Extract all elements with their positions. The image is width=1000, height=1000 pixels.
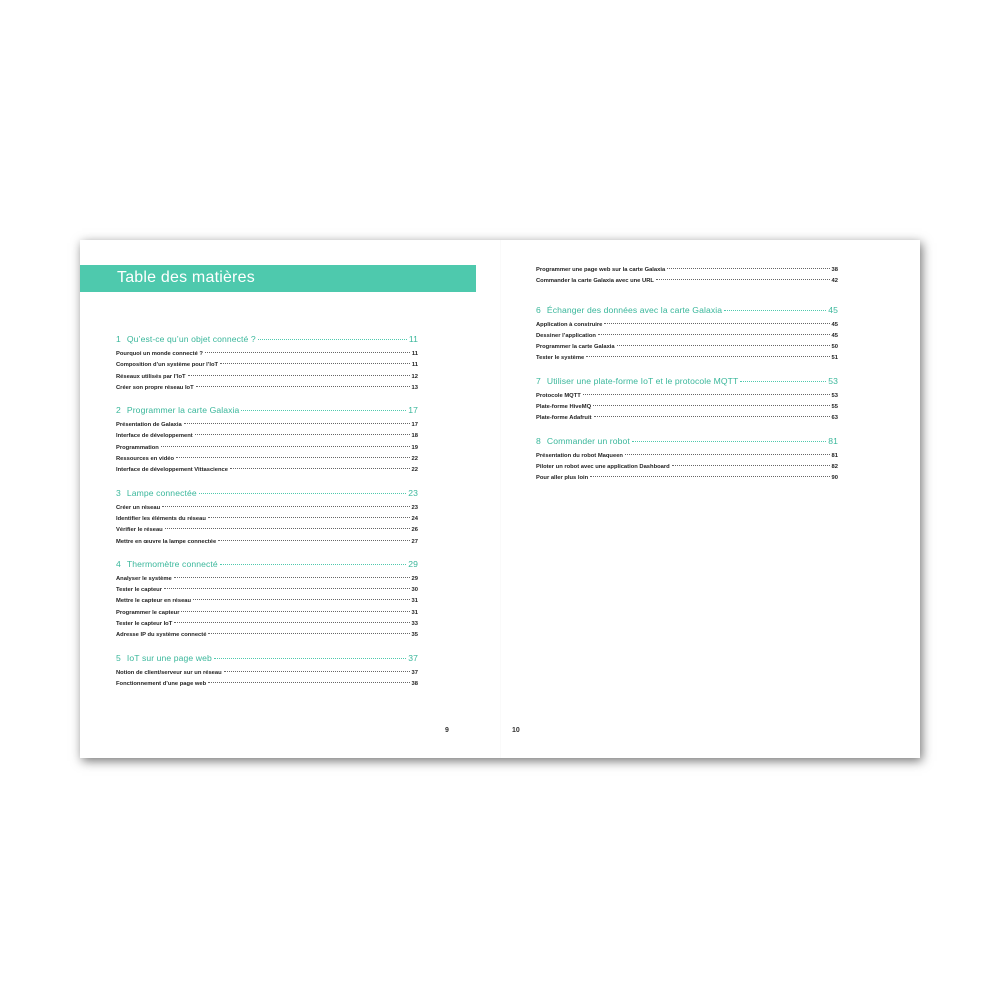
page-ref: 29 [411, 575, 418, 582]
toc-section-entry [536, 322, 838, 333]
toc-chapter-block [116, 653, 418, 693]
page-ref: 27 [411, 538, 418, 545]
page-ref: 53 [831, 392, 838, 399]
toc-section-entry [536, 393, 838, 404]
dot-leader [672, 465, 830, 466]
toc-chapter-entry [116, 559, 418, 573]
dot-leader [164, 588, 410, 589]
dot-leader [656, 279, 830, 280]
page-ref: 37 [408, 652, 418, 663]
section-title: Interface de développement [116, 433, 193, 440]
toc-chapter-entry [536, 376, 838, 390]
chapter-number: 3 [116, 487, 121, 498]
dot-leader [583, 394, 830, 395]
section-title: Programmer une page web sur la carte Galaxia [536, 267, 666, 273]
dot-leader [205, 352, 410, 353]
dot-leader [220, 564, 407, 565]
toc-section-entry [116, 374, 418, 385]
chapter-number: 7 [536, 375, 541, 386]
page-ref: 81 [828, 435, 838, 446]
dot-leader [617, 345, 830, 346]
toc-section-entry [116, 433, 418, 444]
page-ref: 31 [411, 598, 418, 605]
toc-chapter-block [536, 376, 838, 427]
toc-section-entry [116, 527, 418, 538]
toc-section-entry [116, 362, 418, 373]
toc-section-entry [116, 422, 418, 433]
page-title: Table des matières [117, 269, 255, 286]
page-ref: 38 [411, 680, 418, 687]
page-ref: 17 [411, 422, 418, 429]
section-title: Plate-forme HiveMQ [536, 404, 592, 411]
toc-section-entry [116, 621, 418, 632]
section-title: Interface de développement Vittascience [116, 467, 229, 474]
toc-section-entry [116, 385, 418, 396]
section-title: Composition d’un système pour l’IoT [116, 362, 219, 369]
section-title: Piloter un robot avec une application Dashboard [536, 463, 670, 470]
page-ref: 90 [831, 475, 838, 482]
section-title: Présentation du robot Maqueen [536, 452, 623, 459]
section-title: Analyser le système [116, 575, 172, 582]
toc-chapter-entry [536, 436, 838, 450]
book-gutter [500, 240, 501, 758]
section-title: Tester le capteur IoT [116, 621, 173, 628]
page-ref: 29 [408, 558, 418, 569]
page-number-left: 9 [445, 727, 449, 734]
toc-chapter-block [116, 405, 418, 478]
page-ref: 31 [411, 609, 418, 616]
page-ref: 82 [831, 463, 838, 470]
chapter-title: Thermomètre connecté [126, 558, 218, 569]
toc-section-entry [116, 456, 418, 467]
dot-leader [214, 658, 406, 659]
page-ref: 18 [411, 433, 418, 440]
toc-section-entry [116, 610, 418, 621]
toc-chapter-entry [536, 305, 838, 319]
toc-section-entry [116, 587, 418, 598]
chapter-number: 8 [536, 435, 541, 446]
dot-leader [165, 528, 410, 529]
chapter-title: IoT sur une page web [126, 652, 212, 663]
dot-leader [724, 310, 826, 311]
dot-leader [162, 506, 409, 507]
toc-chapter-entry [116, 488, 418, 502]
dot-leader [220, 363, 410, 364]
section-title: Ressources en vidéo [116, 456, 174, 463]
chapter-title: Lampe connectée [126, 487, 197, 498]
section-title: Application à construire [536, 321, 603, 328]
section-title: Programmation [116, 444, 159, 451]
toc-section-entry [536, 404, 838, 415]
dot-leader [195, 434, 410, 435]
page-ref: 55 [831, 404, 838, 411]
section-title: Programmer la carte Galaxia [536, 344, 615, 351]
dot-leader [196, 386, 410, 387]
toc-section-entry [536, 267, 838, 278]
chapter-number: 2 [116, 405, 121, 416]
section-title: Tester le système [536, 355, 585, 362]
section-title: Adresse IP du système connecté [116, 632, 207, 639]
page-ref: 45 [831, 332, 838, 339]
chapter-title: Qu’est-ce qu’un objet connecté ? [126, 334, 256, 344]
dot-leader [590, 476, 829, 477]
toc-section-entry [536, 344, 838, 355]
toc-section-entry [116, 467, 418, 478]
toc-section-entry [536, 475, 838, 486]
page-ref: 26 [411, 527, 418, 534]
dot-leader [184, 423, 410, 424]
dot-leader [604, 323, 829, 324]
toc-chapter-block [116, 559, 418, 644]
toc-section-entry [116, 576, 418, 587]
dot-leader [632, 441, 826, 442]
section-title: Tester le capteur [116, 587, 162, 594]
page-ref: 81 [831, 452, 838, 459]
toc-chapter-entry [116, 653, 418, 667]
dot-leader [174, 577, 410, 578]
page-ref: 35 [411, 632, 418, 639]
section-title: Fonctionnement d’une page web [116, 680, 207, 687]
dot-leader [224, 671, 410, 672]
page-ref: 22 [411, 456, 418, 463]
page-ref: 19 [411, 444, 418, 451]
dot-leader [594, 416, 830, 417]
toc-chapter-block [536, 305, 838, 367]
section-title: Pourquoi un monde connecté ? [116, 351, 203, 357]
dot-leader [258, 339, 407, 340]
page-ref: 63 [831, 415, 838, 422]
page-ref: 17 [408, 405, 418, 416]
toc-section-entry [536, 415, 838, 426]
dot-leader [208, 682, 409, 683]
toc-section-entry [116, 670, 418, 681]
page-ref: 38 [831, 267, 838, 273]
page-ref: 42 [831, 278, 838, 285]
toc-section-entry [116, 632, 418, 643]
dot-leader [740, 381, 826, 382]
toc-chapter-block [536, 436, 838, 487]
page-number-right: 10 [512, 727, 520, 734]
toc-section-entry [116, 539, 418, 550]
chapter-title: Commander un robot [546, 435, 630, 446]
chapter-number: 4 [116, 558, 121, 569]
dot-leader [208, 633, 409, 634]
dot-leader [593, 405, 829, 406]
toc-section-entry [116, 505, 418, 516]
page-ref: 23 [411, 504, 418, 511]
section-title: Commander la carte Galaxia avec une URL [536, 278, 654, 285]
page-ref: 45 [831, 321, 838, 328]
dot-leader [181, 611, 409, 612]
dot-leader [586, 356, 829, 357]
dot-leader [176, 457, 410, 458]
page-ref: 12 [411, 373, 418, 380]
toc-chapter-block [116, 488, 418, 550]
dot-leader [174, 622, 409, 623]
dot-leader [667, 268, 829, 269]
toc-chapter-entry [116, 334, 418, 348]
toc-chapter-entry [116, 405, 418, 419]
section-title: Présentation de Galaxia [116, 422, 182, 429]
toc-continuation [536, 267, 838, 290]
dot-leader [188, 375, 410, 376]
section-title: Créer un réseau [116, 504, 161, 511]
section-title: Plate-forme Adafruit [536, 415, 592, 422]
toc-section-entry [536, 333, 838, 344]
page-ref: 33 [411, 621, 418, 628]
section-title: Notion de client/serveur sur un réseau [116, 669, 222, 676]
dot-leader [218, 540, 409, 541]
chapter-number: 5 [116, 652, 121, 663]
section-title: Pour aller plus loin [536, 475, 589, 482]
page-ref: 51 [831, 355, 838, 362]
toc-section-entry [116, 351, 418, 362]
toc-left-column [116, 334, 418, 701]
page-ref: 11 [408, 334, 418, 344]
toc-section-entry [116, 516, 418, 527]
page-ref: 11 [411, 351, 418, 357]
toc-section-entry [116, 681, 418, 692]
page-ref: 53 [828, 375, 838, 386]
toc-section-entry [536, 355, 838, 366]
dot-leader [241, 410, 406, 411]
toc-section-entry [536, 278, 838, 289]
toc-section-entry [536, 464, 838, 475]
toc-section-entry [116, 598, 418, 609]
section-title: Dessiner l’application [536, 332, 596, 339]
page-ref: 13 [411, 384, 418, 391]
dot-leader [199, 493, 407, 494]
page-ref: 11 [411, 362, 418, 369]
toc-section-entry [536, 453, 838, 464]
title-banner [80, 265, 476, 292]
toc-section-entry [116, 445, 418, 456]
dot-leader [625, 454, 830, 455]
toc-chapter-block [116, 334, 418, 396]
section-title: Protocole MQTT [536, 392, 581, 399]
dot-leader [193, 599, 409, 600]
page-ref: 22 [411, 467, 418, 474]
page-ref: 23 [408, 487, 418, 498]
page-ref: 50 [831, 344, 838, 351]
section-title: Mettre en œuvre la lampe connectée [116, 538, 217, 545]
chapter-title: Programmer la carte Galaxia [126, 405, 240, 416]
chapter-title: Échanger des données avec la carte Galaxia [546, 304, 723, 315]
chapter-title: Utiliser une plate-forme IoT et le protocole MQTT [546, 375, 739, 386]
section-title: Vérifier le réseau [116, 527, 163, 534]
dot-leader [208, 517, 410, 518]
dot-leader [598, 334, 830, 335]
page-ref: 37 [411, 669, 418, 676]
page-ref: 45 [828, 304, 838, 315]
section-title: Créer son propre réseau IoT [116, 384, 194, 391]
page-ref: 30 [411, 587, 418, 594]
toc-right-column [536, 267, 838, 496]
book-spread [80, 240, 920, 758]
section-title: Programmer le capteur [116, 609, 180, 616]
section-title: Réseaux utilisés par l’IoT [116, 373, 186, 380]
chapter-number: 6 [536, 304, 541, 315]
dot-leader [161, 446, 410, 447]
dot-leader [230, 468, 410, 469]
section-title: Mettre le capteur en réseau [116, 598, 192, 605]
page-ref: 24 [411, 515, 418, 522]
section-title: Identifier les éléments du réseau [116, 515, 206, 522]
chapter-number: 1 [116, 334, 121, 344]
